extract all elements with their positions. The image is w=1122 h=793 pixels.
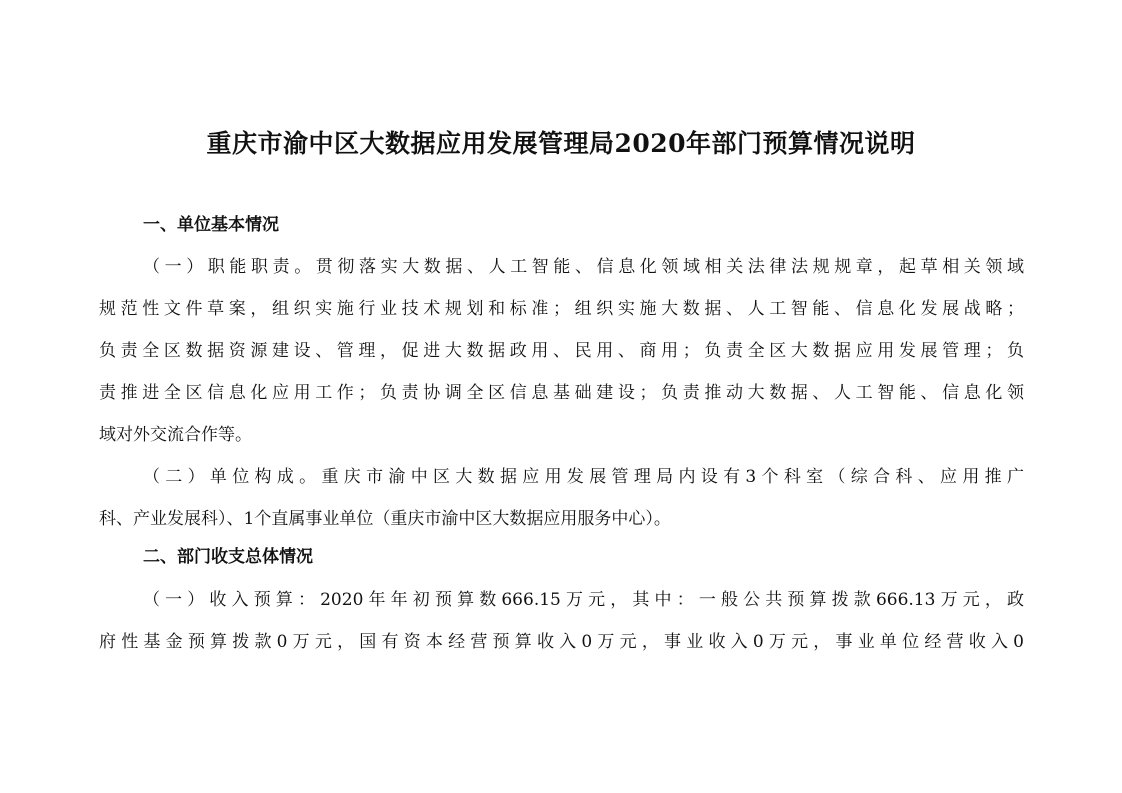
paragraph-line: 域对外交流合作等。	[99, 425, 252, 445]
paragraph-line: （二）单位构成。重庆市渝中区大数据应用发展管理局内设有3个科室（综合科、应用推广	[143, 467, 1024, 487]
document-title: 重庆市渝中区大数据应用发展管理局2020年部门预算情况说明	[206, 129, 916, 158]
section-heading-1: 一、单位基本情况	[143, 215, 279, 235]
paragraph-line: 府性基金预算拨款0万元，国有资本经营预算收入0万元，事业收入0万元，事业单位经营收入0	[99, 632, 1024, 652]
paragraph-line: 责推进全区信息化应用工作；负责协调全区信息基础建设；负责推动大数据、人工智能、信息化领	[99, 383, 1024, 403]
paragraph-line: （一）职能职责。贯彻落实大数据、人工智能、信息化领域相关法律法规规章，起草相关领域	[143, 257, 1024, 277]
paragraph-line: 科、产业发展科）、1个直属事业单位（重庆市渝中区大数据应用服务中心）。	[99, 509, 671, 529]
paragraph-line: （一）收入预算：2020年年初预算数666.15万元，其中：一般公共预算拨款666.13万元，政	[143, 590, 1024, 610]
paragraph-line: 负责全区数据资源建设、管理，促进大数据政用、民用、商用；负责全区大数据应用发展管理；负	[99, 341, 1024, 361]
paragraph-line: 规范性文件草案，组织实施行业技术规划和标准；组织实施大数据、人工智能、信息化发展战略；	[99, 299, 1024, 319]
section-heading-2: 二、部门收支总体情况	[143, 547, 313, 567]
